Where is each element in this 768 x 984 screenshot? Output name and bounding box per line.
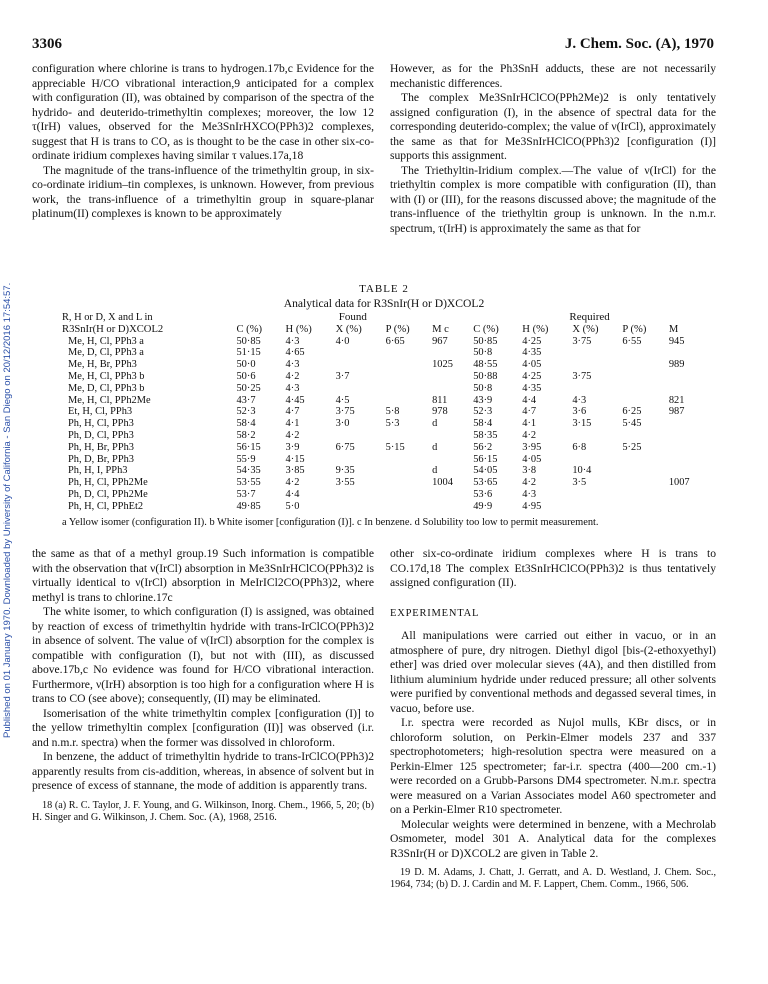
value-cell <box>620 347 666 359</box>
compound-cell: Ph, H, I, PPh3 <box>68 465 128 477</box>
value-cell <box>620 359 666 371</box>
value-cell: 56·15 <box>473 453 498 465</box>
compound-cell: Me, D, Cl, PPh3 b <box>68 382 145 394</box>
value-cell: 9·35 <box>335 465 355 477</box>
page-number: 3306 <box>32 36 62 52</box>
value-cell <box>667 371 708 383</box>
value-cell: 3·8 <box>522 465 537 477</box>
column-header: M <box>668 323 679 335</box>
compound-header: R, H or D, X and L in <box>62 312 153 323</box>
value-cell <box>430 347 471 359</box>
value-cell: 987 <box>668 406 685 418</box>
paragraph: I.r. spectra were recorded as Nujol mulls, KBr discs, or in chloroform solution, on Perkin-Elmer models 237 and 337 spectrophotometers; high-resolution spectra were measured on a Perkin-Elmer 125 spectrometer; far-i.r. spectra (400—200 cm.-1) were recorded on a Grubb-Parsons DM4 spectrometer. N.m.r. spectra were measured on a Varian Associates model A60 spectrometer and on a Perkin-Elmer R10 spectrometer. <box>390 716 716 816</box>
value-cell: 3·9 <box>285 441 300 453</box>
value-cell <box>430 430 471 442</box>
value-cell <box>384 454 430 466</box>
paragraph: In benzene, the adduct of trimethyltin hydride to trans-IrClCO(PPh3)2 apparently results from cis-addition, whereas, in absence of solvent but in presence of excess of stannane, the mode of addition is apparently trans. <box>32 750 374 792</box>
compound-cell: Me, H, Cl, PPh3 b <box>68 370 145 382</box>
value-cell: 58·2 <box>236 429 256 441</box>
value-cell: d <box>432 441 438 453</box>
compound-cell: Me, H, Br, PPh3 <box>68 359 137 371</box>
value-cell: 4·3 <box>285 359 300 371</box>
value-cell <box>570 383 620 395</box>
value-cell: 51·15 <box>236 347 261 359</box>
value-cell <box>570 501 620 513</box>
value-cell <box>334 430 384 442</box>
value-cell: 4·2 <box>522 477 537 489</box>
value-cell <box>667 465 708 477</box>
value-cell <box>430 454 471 466</box>
column-2-top <box>390 62 716 236</box>
value-cell: 4·05 <box>522 359 542 371</box>
value-cell <box>620 477 666 489</box>
table-row <box>60 418 708 430</box>
value-cell: 3·5 <box>572 477 587 489</box>
value-cell: 3·95 <box>522 441 542 453</box>
value-cell: 4·3 <box>285 335 300 347</box>
value-cell: 4·3 <box>572 394 587 406</box>
value-cell: 978 <box>432 406 448 418</box>
value-cell: 4·1 <box>522 418 537 430</box>
column-4 <box>390 547 716 891</box>
value-cell <box>334 501 384 513</box>
paragraph: The white isomer, to which configuration (I) is assigned, was obtained by reaction of excess of trimethyltin hydride with trans-IrClCO(PPh3)2 in absence of solvent. The value of ν(IrCl) absorption for the complex is compatible with configuration (I), but not with (III), as discussed above.17b,c No evidence was found for H/CO vibrational interaction. Furthermore, ν(IrH) absorption is too high for a configuration where H is trans to CO (see above); consequently, (II) may be eliminated. <box>32 605 374 705</box>
value-cell: 58·35 <box>473 429 498 441</box>
table-group-row <box>60 312 708 324</box>
table-header-row <box>60 324 708 336</box>
paragraph: However, as for the Ph3SnH adducts, these are not necessarily mechanistic differences. <box>390 62 716 90</box>
column-header: C (%) <box>473 323 499 335</box>
compound-cell: Ph, D, Br, PPh3 <box>68 453 134 465</box>
value-cell: 4·2 <box>285 477 300 489</box>
value-cell: 989 <box>668 359 685 371</box>
column-header: C (%) <box>236 323 263 335</box>
page-header <box>32 36 714 56</box>
value-cell: 6·75 <box>335 441 355 453</box>
value-cell: 4·35 <box>522 347 542 359</box>
value-cell: 821 <box>668 394 685 406</box>
value-cell: 50·8 <box>473 347 493 359</box>
value-cell <box>384 347 430 359</box>
value-cell: 50·85 <box>473 335 498 347</box>
table-row <box>60 465 708 477</box>
value-cell: 3·75 <box>572 370 592 382</box>
value-cell: 54·05 <box>473 465 498 477</box>
value-cell: 50·88 <box>473 370 498 382</box>
table-row <box>60 371 708 383</box>
value-cell: 50·6 <box>236 370 256 382</box>
value-cell: 5·15 <box>385 441 405 453</box>
column-header: P (%) <box>622 323 647 335</box>
value-cell <box>620 395 666 407</box>
analytical-data-table <box>60 283 708 529</box>
table-row <box>60 501 708 513</box>
table-row <box>60 477 708 489</box>
value-cell <box>667 418 708 430</box>
compound-cell: Me, D, Cl, PPh3 a <box>68 347 144 359</box>
value-cell: 4·35 <box>522 382 542 394</box>
publication-side-note: Published on 01 January 1970. Downloaded by University of California - San Diego on 20/12/2016 17:54:57. <box>2 282 13 738</box>
value-cell <box>620 371 666 383</box>
value-cell <box>384 359 430 371</box>
table-caption: TABLE 2 <box>359 283 409 295</box>
value-cell: 4·45 <box>285 394 305 406</box>
table-row <box>60 406 708 418</box>
paragraph: the same as that of a methyl group.19 Such information is compatible with the observation that ν(IrCl) absorption in Me3SnIrHClCO(PPh3)2 is virtually identical to ν(IrCl) absorption in MeIrICl2CO(PPh3)2, where methyl is trans to chlorine.17c <box>32 547 374 604</box>
column-header: X (%) <box>572 323 599 335</box>
value-cell: 49·85 <box>236 500 261 512</box>
value-cell: 3·55 <box>335 477 355 489</box>
value-cell <box>384 430 430 442</box>
paragraph: Isomerisation of the white trimethyltin complex [configuration (I)] to the yellow trimethyltin complex [configuration (II)] was observed (i.r. and n.m.r. spectra) when the former was dissolved in chloroform. <box>32 706 374 749</box>
value-cell: 53·6 <box>473 488 493 500</box>
table-row <box>60 347 708 359</box>
value-cell <box>620 489 666 501</box>
compound-cell: Me, H, Cl, PPh3 a <box>68 335 144 347</box>
value-cell: 1007 <box>668 477 690 489</box>
value-cell: 4·5 <box>335 394 350 406</box>
compound-cell: Ph, D, Cl, PPh2Me <box>68 488 148 500</box>
column-3 <box>32 547 374 824</box>
footnote-references <box>390 867 716 891</box>
journal-title: J. Chem. Soc. (A), 1970 <box>564 36 714 52</box>
compound-cell: Me, H, Cl, PPh2Me <box>68 394 151 406</box>
value-cell: 5·8 <box>385 406 400 418</box>
value-cell: 6·65 <box>385 335 405 347</box>
found-group-header: Found <box>338 311 367 323</box>
value-cell <box>667 454 708 466</box>
compound-cell: Ph, H, Cl, PPh3 <box>68 418 134 430</box>
value-cell: 4·7 <box>285 406 300 418</box>
compound-header: R3SnIr(H or D)XCOL2 <box>62 323 164 335</box>
value-cell: 3·85 <box>285 465 305 477</box>
value-cell: 58·4 <box>236 418 256 430</box>
value-cell: 5·25 <box>622 441 642 453</box>
value-cell <box>430 383 471 395</box>
value-cell: 58·4 <box>473 418 493 430</box>
column-header: M c <box>432 323 449 335</box>
value-cell: 5·3 <box>385 418 400 430</box>
column-header: H (%) <box>522 323 549 335</box>
value-cell: 4·2 <box>285 429 300 441</box>
table-row <box>60 454 708 466</box>
value-cell: 4·7 <box>522 406 537 418</box>
value-cell: 4·4 <box>285 488 300 500</box>
value-cell <box>430 501 471 513</box>
value-cell: 53·55 <box>236 477 261 489</box>
table-row <box>60 383 708 395</box>
value-cell: 6·55 <box>622 335 642 347</box>
compound-cell: Ph, H, Br, PPh3 <box>68 441 134 453</box>
value-cell: 55·9 <box>236 453 256 465</box>
table-row <box>60 395 708 407</box>
value-cell: 4·15 <box>285 453 305 465</box>
value-cell: 4·3 <box>285 382 300 394</box>
value-cell <box>620 454 666 466</box>
compound-cell: Ph, H, Cl, PPhEt2 <box>68 500 144 512</box>
reference: 18 (a) R. C. Taylor, J. F. Young, and G. Wilkinson, Inorg. Chem., 1966, 5, 20; (b) H. Singer and G. Wilkinson, J. Chem. Soc. (A), 1968, 2516. <box>32 799 374 823</box>
value-cell <box>334 454 384 466</box>
value-cell <box>570 359 620 371</box>
value-cell: 5·0 <box>285 500 300 512</box>
value-cell: 50·25 <box>236 382 261 394</box>
value-cell: 56·2 <box>473 441 493 453</box>
value-cell: 967 <box>432 335 448 347</box>
compound-cell: Et, H, Cl, PPh3 <box>68 406 133 418</box>
value-cell: 56·15 <box>236 441 261 453</box>
value-cell <box>334 347 384 359</box>
value-cell: 3·75 <box>335 406 355 418</box>
value-cell <box>430 371 471 383</box>
table-row <box>60 442 708 454</box>
value-cell: 4·25 <box>522 335 542 347</box>
value-cell <box>620 430 666 442</box>
paragraph: The magnitude of the trans-influence of the trimethyltin group, in six-co-ordinate iridium–tin complexes, is unknown. However, from previous work, the trans-influence of a trimethyltin group in square-planar platinum(II) complexes is known to be approximately <box>32 163 374 220</box>
value-cell <box>667 347 708 359</box>
value-cell <box>384 465 430 477</box>
value-cell: 50·8 <box>473 382 493 394</box>
value-cell <box>667 442 708 454</box>
paragraph: The complex Me3SnIrHClCO(PPh2Me)2 is only tentatively assigned configuration (I), in the absence of spectral data for the corresponding deuterido-complex; the value of ν(IrCl), approximately the same as that for Me3SnIrHClCO(PPh3)2 [configuration (I)] supports this assignment. <box>390 91 716 162</box>
value-cell: 945 <box>668 335 685 347</box>
value-cell <box>667 383 708 395</box>
value-cell: 6·25 <box>622 406 642 418</box>
value-cell <box>334 489 384 501</box>
paragraph: All manipulations were carried out either in vacuo, or in an atmosphere of pure, dry nitrogen. Diethyl digol [bis-(2-ethoxyethyl) ether] was dried over molecular sieves (4A), and then distilled from lithium aluminium hydride under reduced pressure; all other solvents were purified by conventional methods and degassed several times, in vacuo, before use. <box>390 629 716 715</box>
value-cell: 1025 <box>432 359 453 371</box>
value-cell <box>384 501 430 513</box>
paragraph: Molecular weights were determined in benzene, with a Mechrolab Osmometer, model 301 A. Analytical data for the complexes R3SnIr(H or D)XCOL2 are given in Table 2. <box>390 817 716 860</box>
column-1-top <box>32 62 374 222</box>
value-cell: 4·65 <box>285 347 305 359</box>
value-cell <box>384 489 430 501</box>
value-cell: 49·9 <box>473 500 493 512</box>
paragraph: The Triethyltin-Iridium complex.—The value of ν(IrCl) for the triethyltin complex is more compatible with configuration (II), than with (I) or (III), for the reasons discussed above; the magnitude of the trans-influence of the triethyltin group is unknown. In the n.m.r. spectrum, τ(IrH) is approximately the same as that for <box>390 163 716 235</box>
value-cell: 43·9 <box>473 394 493 406</box>
value-cell <box>667 501 708 513</box>
value-cell <box>384 371 430 383</box>
value-cell <box>667 489 708 501</box>
value-cell <box>430 489 471 501</box>
value-cell: 43·7 <box>236 394 256 406</box>
value-cell: 5·45 <box>622 418 642 430</box>
table-title: Analytical data for R3SnIr(H or D)XCOL2 <box>283 297 485 310</box>
value-cell: 53·7 <box>236 488 256 500</box>
value-cell <box>667 430 708 442</box>
compound-cell: Ph, D, Cl, PPh3 <box>68 429 134 441</box>
value-cell: 811 <box>432 394 448 406</box>
value-cell: 4·2 <box>285 370 300 382</box>
value-cell: d <box>432 465 438 477</box>
value-cell: 48·55 <box>473 359 498 371</box>
value-cell <box>620 383 666 395</box>
value-cell: 3·6 <box>572 406 587 418</box>
compound-cell: Ph, H, Cl, PPh2Me <box>68 477 148 489</box>
value-cell <box>384 477 430 489</box>
table-row <box>60 489 708 501</box>
footnote-references <box>32 800 374 824</box>
value-cell: 52·3 <box>236 406 256 418</box>
value-cell: 3·15 <box>572 418 592 430</box>
column-header: X (%) <box>335 323 362 335</box>
value-cell: 4·3 <box>522 488 537 500</box>
table-row <box>60 359 708 371</box>
value-cell: 4·4 <box>522 394 537 406</box>
section-heading: EXPERIMENTAL <box>390 607 480 619</box>
value-cell <box>620 465 666 477</box>
value-cell: 52·3 <box>473 406 493 418</box>
value-cell: 4·1 <box>285 418 300 430</box>
value-cell: 3·0 <box>335 418 350 430</box>
value-cell: 50·85 <box>236 335 261 347</box>
value-cell: 4·05 <box>522 453 542 465</box>
value-cell <box>570 430 620 442</box>
value-cell: 3·75 <box>572 335 592 347</box>
column-header: P (%) <box>385 323 410 335</box>
column-header: H (%) <box>285 323 312 335</box>
value-cell: 50·0 <box>236 359 256 371</box>
reference: 19 D. M. Adams, J. Chatt, J. Gerratt, and A. D. Westland, J. Chem. Soc., 1964, 734; (b) D. J. Cardin and M. F. Lappert, Chem. Comm., 1966, 506. <box>390 867 716 891</box>
value-cell: d <box>432 418 438 430</box>
value-cell: 4·25 <box>522 370 542 382</box>
value-cell: 53·65 <box>473 477 498 489</box>
value-cell: 6·8 <box>572 441 587 453</box>
value-cell <box>334 359 384 371</box>
table-row <box>60 430 708 442</box>
value-cell <box>570 347 620 359</box>
value-cell: 10·4 <box>572 465 592 477</box>
value-cell: 1004 <box>432 477 453 489</box>
value-cell <box>570 454 620 466</box>
value-cell: 3·7 <box>335 370 350 382</box>
value-cell <box>570 489 620 501</box>
value-cell: 4·2 <box>522 429 537 441</box>
required-group-header: Required <box>569 311 610 323</box>
value-cell <box>620 501 666 513</box>
table-footnote: a Yellow isomer (configuration II). b White isomer [configuration (I)]. c In benzene. d Solubility too low to permit measurement. <box>62 516 599 528</box>
value-cell: 4·0 <box>335 335 350 347</box>
value-cell <box>334 383 384 395</box>
value-cell: 4·95 <box>522 500 542 512</box>
paragraph: configuration where chlorine is trans to hydrogen.17b,c Evidence for the appreciable H/CO vibrational interaction,9 anticipated for a complex with configuration (II), was obtained by comparison of the spectra of the hydrido- and deuterido-trimethyltin complexes; moreover, the low 12 τ(IrH) values, observed for the Me3SnIrHXCO(PPh3)2 complexes, suggest that H is trans to CO, as is thought to be the case in other six-co-ordinate iridium complexes having similar τ values.17a,18 <box>32 62 374 162</box>
value-cell: 54·35 <box>236 465 261 477</box>
value-cell <box>384 395 430 407</box>
value-cell <box>384 383 430 395</box>
paragraph: other six-co-ordinate iridium complexes where H is trans to CO.17d,18 The complex Et3SnIrHClCO(PPh3)2 is thus tentatively assigned configuration (II). <box>390 547 716 589</box>
table-row <box>60 336 708 348</box>
